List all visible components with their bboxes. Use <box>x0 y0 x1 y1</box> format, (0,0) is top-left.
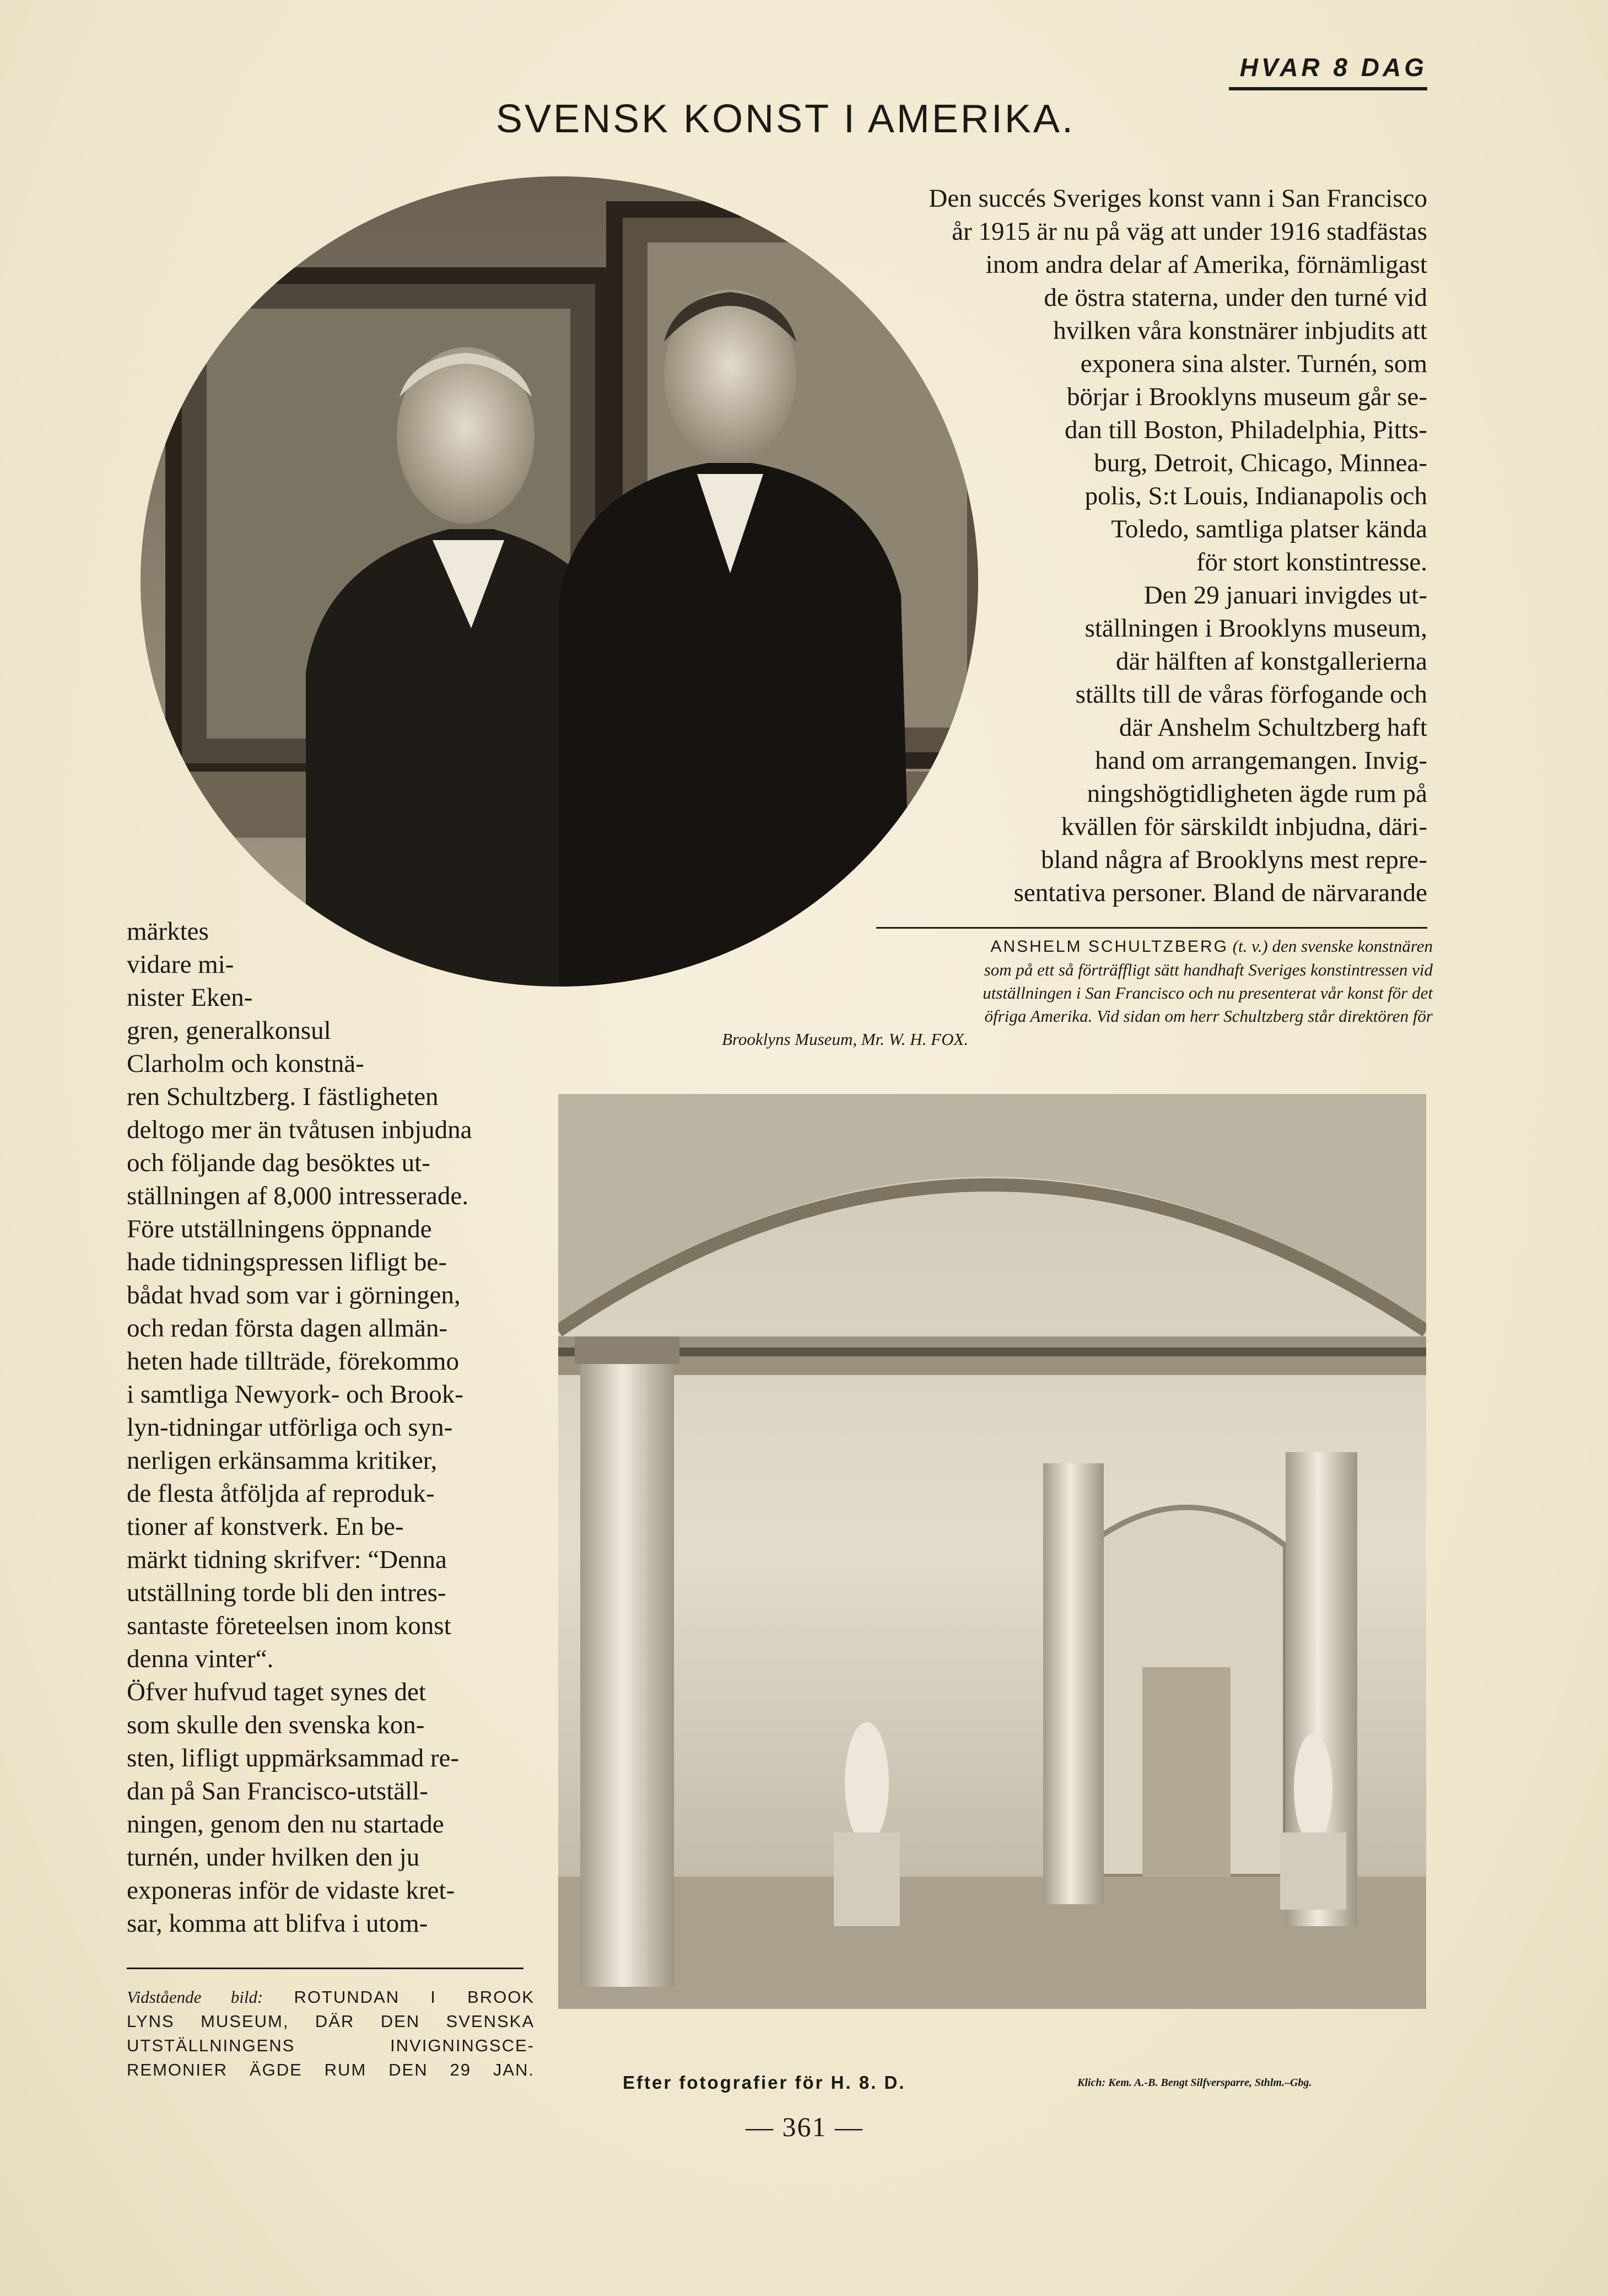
caption-rule <box>876 927 1427 929</box>
left-line-3: nister Eken- <box>127 983 253 1012</box>
right-line-12: för stort konstintresse. <box>1196 548 1427 576</box>
right-line-2: år 1915 är nu på väg att under 1916 stadfästas <box>952 217 1427 246</box>
running-head-rule <box>1229 87 1427 90</box>
right-line-10: polis, S:t Louis, Indianapolis och <box>1084 482 1427 510</box>
right-line-9: burg, Detroit, Chicago, Minnea- <box>1094 449 1427 477</box>
right-line-4: de östra staterna, under den turné vid <box>1044 283 1427 312</box>
right-line-15: där hälften af konstgallerierna <box>1115 647 1427 676</box>
museum-caption-line-4: REMONIER ÄGDE RUM DEN 29 JAN. <box>127 2060 535 2079</box>
left-line-16: lyn-tidningar utförliga och syn- <box>127 1413 453 1442</box>
right-column <box>722 182 1427 909</box>
left-line-27: dan på San Francisco-utställ- <box>127 1777 428 1805</box>
left-line-1: märktes <box>127 917 209 946</box>
caption-position: (t. v.) <box>1232 936 1268 956</box>
left-line-13: och redan första dagen allmän- <box>127 1314 448 1343</box>
right-line-1: Den succés Sveriges konst vann i San Francisco <box>929 184 1427 213</box>
right-line-20: kvällen för särskildt inbjudna, däri- <box>1061 812 1427 841</box>
photo-credit: Efter fotografier för H. 8. D. <box>623 2072 906 2093</box>
museum-caption <box>127 1985 535 2082</box>
left-line-7: deltogo mer än tvåtusen inbjudna <box>127 1115 472 1144</box>
left-line-23: denna vinter“. <box>127 1645 274 1673</box>
right-line-18: hand om arrangemangen. Invig- <box>1095 746 1427 775</box>
right-line-6: exponera sina alster. Turnén, som <box>1080 349 1427 378</box>
caption-line-2: som på ett så förträffligt sätt handhaft Sveriges konstintressen vid <box>984 960 1433 979</box>
left-line-26: sten, lifligt uppmärksammad re- <box>127 1744 460 1772</box>
left-line-21: utställning torde bli den intres- <box>127 1578 446 1607</box>
left-line-11: hade tidningspressen lifligt be- <box>127 1248 447 1276</box>
right-line-16: ställts till de våras förfogande och <box>1075 680 1427 709</box>
left-line-15: i samtliga Newyork- och Brook- <box>127 1380 463 1409</box>
museum-caption-line-3: UTSTÄLLNINGENS INVIGNINGSCE- <box>127 2036 535 2055</box>
right-line-22: sentativa personer. Bland de närvarande <box>1013 878 1427 907</box>
left-line-31: sar, komma att blifva i utom- <box>127 1909 428 1938</box>
left-line-2: vidare mi- <box>127 950 234 979</box>
museum-photo <box>558 1094 1426 2009</box>
page-number: — 361 — <box>746 2111 864 2142</box>
caption-line-1: den svenske konstnären <box>1272 936 1433 956</box>
left-line-6: ren Schultzberg. I fästligheten <box>127 1082 439 1111</box>
left-line-28: ningen, genom den nu startade <box>127 1810 444 1839</box>
print-credit: Klich: Kem. A.-B. Bengt Silfversparre, Sthlm.–Gbg. <box>1077 2077 1312 2089</box>
left-line-19: tioner af konstverk. En be- <box>127 1512 404 1541</box>
right-line-5: hvilken våra konstnärer inbjudits att <box>1053 316 1427 345</box>
running-head: HVAR 8 DAG <box>1239 53 1427 82</box>
left-column-rule <box>127 1968 524 1969</box>
left-line-29: turnén, under hvilken den ju <box>127 1843 420 1872</box>
left-line-10: Före utställningens öppnande <box>127 1215 432 1243</box>
caption-line-3: utställningen i San Francisco och nu presenterat vår konst för det <box>983 983 1433 1003</box>
right-line-13: Den 29 januari invigdes ut- <box>1143 581 1427 610</box>
left-column <box>127 915 529 1940</box>
left-line-9: ställningen af 8,000 intresserade. <box>127 1182 468 1210</box>
museum-caption-lead: Vidstående bild: <box>127 1987 263 2007</box>
museum-image <box>558 1094 1426 2009</box>
museum-caption-line-2: LYNS MUSEUM, DÄR DEN SVENSKA <box>127 2012 535 2031</box>
left-line-8: och följande dag besöktes ut- <box>127 1149 430 1177</box>
left-line-20: märkt tidning skrifver: “Denna <box>127 1545 447 1574</box>
left-line-4: gren, generalkonsul <box>127 1016 331 1045</box>
left-line-30: exponeras inför de vidaste kret- <box>127 1876 455 1905</box>
left-line-25: som skulle den svenska kon- <box>127 1711 425 1739</box>
right-line-14: ställningen i Brooklyns museum, <box>1084 614 1427 643</box>
right-line-11: Toledo, samtliga platser kända <box>1111 515 1427 543</box>
caption-line-5: Brooklyns Museum, Mr. W. H. FOX. <box>722 1030 969 1049</box>
right-line-19: ningshögtidligheten ägde rum på <box>1087 779 1427 808</box>
left-line-24: Öfver hufvud taget synes det <box>127 1678 426 1706</box>
caption-line-4: öfriga Amerika. Vid sidan om herr Schultzberg står direktören för <box>984 1006 1433 1026</box>
left-line-17: nerligen erkänsamma kritiker, <box>127 1446 438 1475</box>
left-line-12: bådat hvad som var i görningen, <box>127 1281 461 1309</box>
right-line-21: bland några af Brooklyns mest repre- <box>1041 845 1427 874</box>
article-title: SVENSK KONST I AMERIKA. <box>496 97 1075 141</box>
left-line-14: heten hade tillträde, förekommo <box>127 1347 459 1376</box>
right-line-17: där Anshelm Schultzberg haft <box>1119 713 1427 742</box>
left-line-18: de flesta åtföljda af reproduk- <box>127 1479 435 1508</box>
right-line-7: börjar i Brooklyns museum går se- <box>1067 382 1427 411</box>
portrait-caption <box>722 935 1433 1051</box>
right-line-8: dan till Boston, Philadelphia, Pitts- <box>1065 416 1427 444</box>
left-line-5: Clarholm och konstnä- <box>127 1049 364 1078</box>
museum-caption-line-1: ROTUNDAN I BROOK <box>294 1987 535 2007</box>
left-line-22: santaste företeelsen inom konst <box>127 1611 451 1640</box>
caption-name: ANSHELM SCHULTZBERG <box>990 937 1228 956</box>
right-line-3: inom andra delar af Amerika, förnämligast <box>985 250 1427 279</box>
